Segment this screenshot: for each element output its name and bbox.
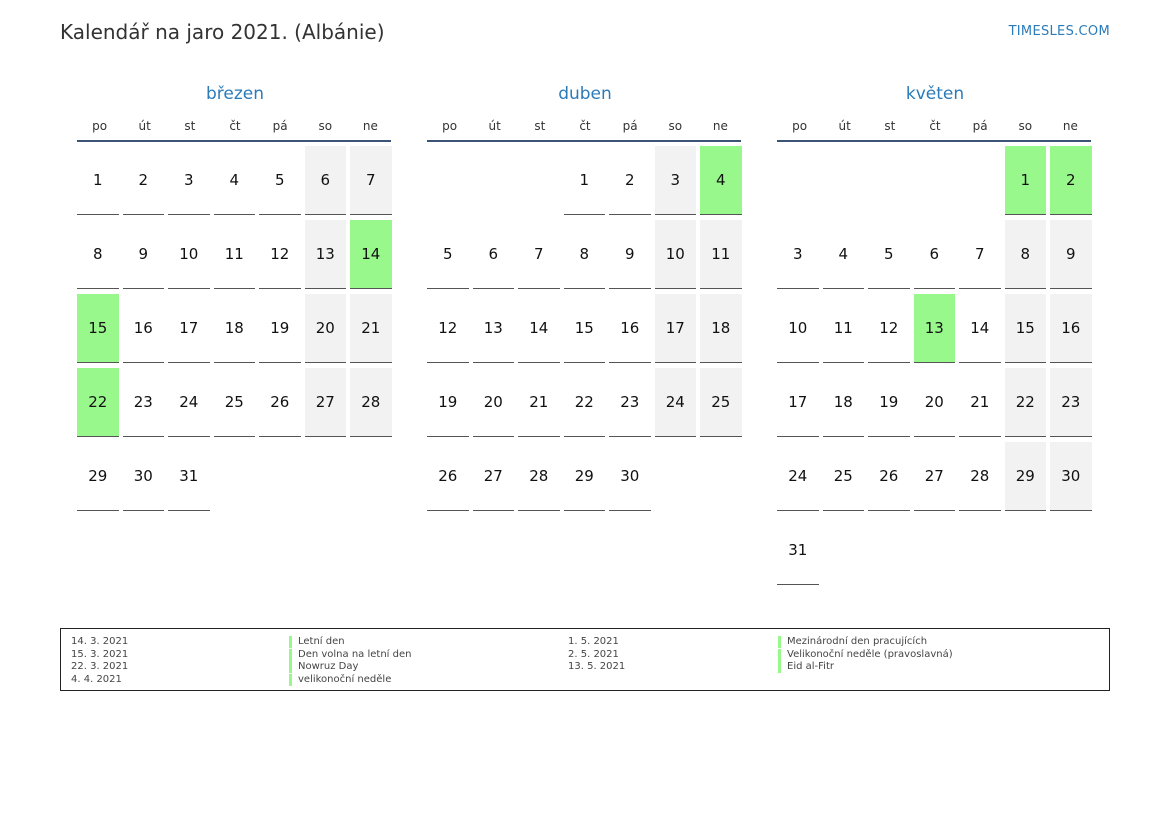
- weekday-label: út: [138, 119, 151, 133]
- day-cell: 1: [564, 146, 606, 215]
- day-cell: 30: [1050, 442, 1092, 511]
- day-cell: 26: [259, 368, 301, 437]
- month-2: [777, 82, 1093, 585]
- month-0: [77, 82, 393, 511]
- day-cell: 10: [168, 220, 210, 289]
- legend-holiday-name: Letní den: [289, 636, 345, 648]
- empty-cell: [427, 146, 469, 214]
- day-cell: 7: [518, 220, 560, 289]
- day-cell: 29: [564, 442, 606, 511]
- day-cell: 31: [168, 442, 210, 511]
- day-cell: 20: [473, 368, 515, 437]
- legend-holiday-name: Mezinárodní den pracujících: [778, 636, 927, 648]
- day-cell: 8: [564, 220, 606, 289]
- day-cell: 16: [1050, 294, 1092, 363]
- weekday-label: ne: [362, 119, 378, 133]
- legend-date: 2. 5. 2021: [568, 648, 619, 660]
- day-cell: 3: [655, 146, 697, 215]
- day-cell: 17: [777, 368, 819, 437]
- legend-holiday-name: Nowruz Day: [289, 661, 358, 673]
- weekday-header: [427, 116, 743, 136]
- day-cell: 5: [868, 220, 910, 289]
- day-cell: 21: [350, 294, 392, 363]
- legend-date: 22. 3. 2021: [71, 661, 129, 672]
- day-cell: 25: [700, 368, 742, 437]
- legend-holiday-name: Den volna na letní den: [289, 649, 411, 661]
- day-cell: 17: [168, 294, 210, 363]
- day-cell: 6: [473, 220, 515, 289]
- day-cell-holiday: 1: [1005, 146, 1047, 215]
- day-cell: 20: [914, 368, 956, 437]
- day-cell-holiday: 4: [700, 146, 742, 215]
- legend-date: 1. 5. 2021: [568, 636, 619, 647]
- day-cell: 4: [214, 146, 256, 215]
- day-cell: 16: [609, 294, 651, 363]
- day-cell: 18: [823, 368, 865, 437]
- day-cell: 6: [914, 220, 956, 289]
- day-cell: 27: [473, 442, 515, 511]
- day-cell: 10: [655, 220, 697, 289]
- weekday-header: [77, 116, 393, 136]
- day-cell: 5: [427, 220, 469, 289]
- day-cell: 31: [777, 516, 819, 585]
- day-cell: 24: [655, 368, 697, 437]
- day-cell: 22: [1005, 368, 1047, 437]
- day-cell: 26: [427, 442, 469, 511]
- weekday-label: pá: [622, 119, 638, 133]
- day-cell: 19: [868, 368, 910, 437]
- day-cell: 9: [123, 220, 165, 289]
- weekday-label: po: [442, 119, 458, 133]
- day-cell: 18: [700, 294, 742, 363]
- day-cell: 24: [168, 368, 210, 437]
- weekday-label: pá: [972, 119, 988, 133]
- day-cell: 11: [214, 220, 256, 289]
- weekday-label: pá: [272, 119, 288, 133]
- header-divider: [427, 140, 741, 142]
- empty-cell: [518, 146, 560, 214]
- weekday-label: čt: [229, 119, 241, 133]
- weekday-label: út: [838, 119, 851, 133]
- weekday-header: [777, 116, 1093, 136]
- day-cell: 24: [777, 442, 819, 511]
- day-cell: 11: [700, 220, 742, 289]
- legend-date: 13. 5. 2021: [568, 661, 626, 672]
- day-cell: 23: [123, 368, 165, 437]
- weekday-label: po: [792, 119, 808, 133]
- weekday-label: st: [534, 119, 546, 133]
- day-grid: [427, 146, 743, 511]
- day-cell: 25: [214, 368, 256, 437]
- day-cell: 28: [518, 442, 560, 511]
- day-cell: 9: [1050, 220, 1092, 289]
- day-cell: 23: [609, 368, 651, 437]
- day-cell: 18: [214, 294, 256, 363]
- day-cell: 13: [305, 220, 347, 289]
- weekday-label: st: [884, 119, 896, 133]
- day-cell-holiday: 22: [77, 368, 119, 437]
- day-cell: 7: [350, 146, 392, 215]
- day-cell: 9: [609, 220, 651, 289]
- month-name: březen: [205, 84, 265, 104]
- page-title: Kalendář na jaro 2021. (Albánie): [60, 20, 385, 44]
- day-cell: 3: [168, 146, 210, 215]
- day-cell: 29: [77, 442, 119, 511]
- month-1: [427, 82, 743, 511]
- empty-cell: [777, 146, 819, 214]
- empty-cell: [868, 146, 910, 214]
- day-cell: 5: [259, 146, 301, 215]
- weekday-label: čt: [929, 119, 941, 133]
- day-cell: 20: [305, 294, 347, 363]
- empty-cell: [473, 146, 515, 214]
- day-cell: 8: [77, 220, 119, 289]
- day-cell: 15: [564, 294, 606, 363]
- day-cell: 11: [823, 294, 865, 363]
- day-cell: 22: [564, 368, 606, 437]
- day-cell: 21: [959, 368, 1001, 437]
- day-cell: 14: [959, 294, 1001, 363]
- day-cell: 21: [518, 368, 560, 437]
- legend-date: 4. 4. 2021: [71, 673, 122, 685]
- day-cell: 19: [259, 294, 301, 363]
- day-cell: 2: [123, 146, 165, 215]
- legend-date: 14. 3. 2021: [71, 636, 129, 647]
- brand-link[interactable]: TIMESLES.COM: [1008, 24, 1110, 39]
- day-cell: 27: [914, 442, 956, 511]
- day-cell: 1: [77, 146, 119, 215]
- day-cell-holiday: 15: [77, 294, 119, 363]
- day-cell: 28: [959, 442, 1001, 511]
- day-cell: 12: [259, 220, 301, 289]
- header-divider: [777, 140, 1091, 142]
- day-cell: 6: [305, 146, 347, 215]
- legend-holiday-name: velikonoční neděle: [289, 674, 391, 686]
- day-cell: 12: [868, 294, 910, 363]
- day-cell: 26: [868, 442, 910, 511]
- weekday-label: so: [668, 119, 683, 133]
- day-cell: 23: [1050, 368, 1092, 437]
- day-cell: 17: [655, 294, 697, 363]
- day-cell: 2: [609, 146, 651, 215]
- legend-holiday-name: Eid al-Fitr: [778, 661, 834, 673]
- day-cell: 19: [427, 368, 469, 437]
- day-grid: [77, 146, 393, 511]
- day-cell: 29: [1005, 442, 1047, 511]
- day-cell: 27: [305, 368, 347, 437]
- day-cell: 12: [427, 294, 469, 363]
- day-cell: 15: [1005, 294, 1047, 363]
- day-cell: 10: [777, 294, 819, 363]
- day-cell: 8: [1005, 220, 1047, 289]
- day-cell: 25: [823, 442, 865, 511]
- legend-holiday-name: Velikonoční neděle (pravoslavná): [778, 649, 953, 661]
- weekday-label: so: [1018, 119, 1033, 133]
- day-cell-holiday: 13: [914, 294, 956, 363]
- day-cell: 4: [823, 220, 865, 289]
- day-cell: 30: [609, 442, 651, 511]
- weekday-label: so: [318, 119, 333, 133]
- month-name: duben: [558, 84, 612, 104]
- day-cell-holiday: 2: [1050, 146, 1092, 215]
- empty-cell: [914, 146, 956, 214]
- empty-cell: [959, 146, 1001, 214]
- legend-date: 15. 3. 2021: [71, 648, 129, 660]
- day-cell: 30: [123, 442, 165, 511]
- header-divider: [77, 140, 391, 142]
- month-name: květen: [905, 84, 965, 104]
- day-cell: 28: [350, 368, 392, 437]
- day-cell: 14: [518, 294, 560, 363]
- day-cell: 16: [123, 294, 165, 363]
- day-cell: 7: [959, 220, 1001, 289]
- weekday-label: út: [488, 119, 501, 133]
- day-grid: [777, 146, 1093, 585]
- day-cell: 3: [777, 220, 819, 289]
- holiday-legend: [60, 628, 1110, 691]
- weekday-label: ne: [712, 119, 728, 133]
- weekday-label: čt: [579, 119, 591, 133]
- empty-cell: [823, 146, 865, 214]
- day-cell-holiday: 14: [350, 220, 392, 289]
- weekday-label: st: [184, 119, 196, 133]
- weekday-label: ne: [1062, 119, 1078, 133]
- day-cell: 13: [473, 294, 515, 363]
- weekday-label: po: [92, 119, 108, 133]
